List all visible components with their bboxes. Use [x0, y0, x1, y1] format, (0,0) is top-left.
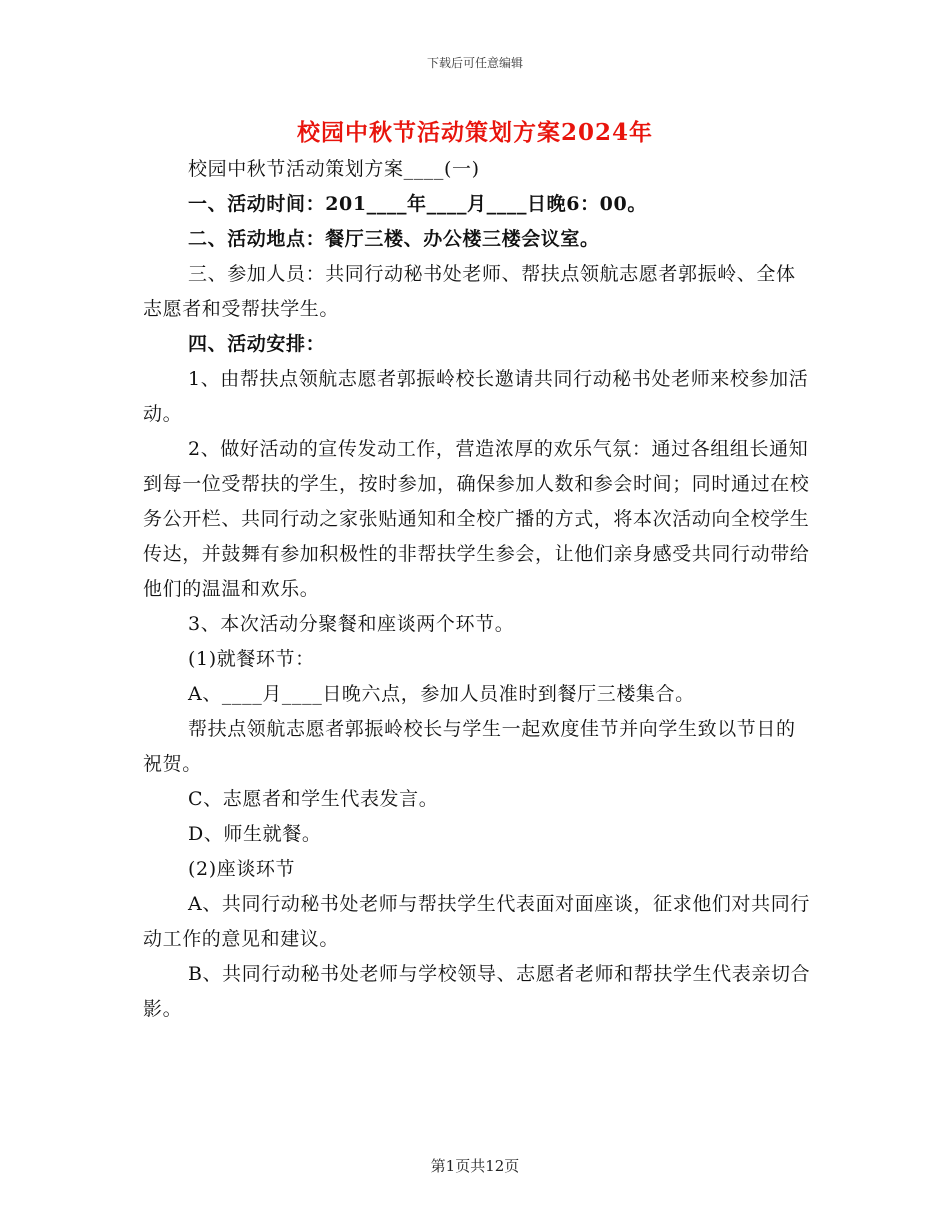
paragraph-forum-a: A、共同行动秘书处老师与帮扶学生代表面对面座谈，征求他们对共同行动工作的意见和建议。 — [143, 893, 810, 950]
document-title: 校园中秋节活动策划方案2024年 — [296, 119, 653, 146]
paragraph-participants: 三、参加人员：共同行动秘书处老师、帮扶点领航志愿者郭振岭、全体志愿者和受帮扶学生。 — [143, 263, 796, 320]
paragraph-forum-b: B、共同行动秘书处老师与学校领导、志愿者老师和帮扶学生代表亲切合影。 — [143, 963, 811, 1020]
paragraph-item-2: 2、做好活动的宣传发动工作，营造浓厚的欢乐气氛：通过各组组长通知到每一位受帮扶的学生，按时参加，确保参加人数和参会时间；同时通过在校务公开栏、共同行动之家张贴通知和全校广播的方式，将本次活动向全校学生传达，并鼓舞有参加积极性的非帮扶学生参会，让他们亲身感受共同行动带给他们的温温和欢乐。 — [143, 438, 810, 600]
page-indicator: 第1页共12页 — [430, 1157, 520, 1175]
paragraph-item-3: 3、本次活动分聚餐和座谈两个环节。 — [188, 613, 515, 635]
paragraph-activity-time: 一、活动时间：201____年____月____日晚6：00。 — [188, 193, 647, 215]
paragraph-dining-a: A、____月____日晚六点，参加人员准时到餐厅三楼集合。 — [188, 683, 695, 705]
paragraph-dining-d: D、师生就餐。 — [188, 823, 322, 845]
paragraph-dining-b: 帮扶点领航志愿者郭振岭校长与学生一起欢度佳节并向学生致以节日的祝贺。 — [143, 718, 796, 775]
paragraph-activity-location: 二、活动地点：餐厅三楼、办公楼三楼会议室。 — [188, 228, 600, 250]
page-header-note: 下载后可任意编辑 — [426, 56, 523, 70]
paragraph-dining-heading: (1)就餐环节： — [188, 648, 315, 670]
paragraph-dining-c: C、志愿者和学生代表发言。 — [188, 788, 439, 810]
paragraph-forum-heading: (2)座谈环节 — [188, 858, 296, 880]
paragraph-item-1: 1、由帮扶点领航志愿者郭振岭校长邀请共同行动秘书处老师来校参加活动。 — [143, 368, 809, 425]
paragraph-intro: 校园中秋节活动策划方案____(一) — [188, 158, 480, 180]
document-body — [143, 152, 815, 1027]
paragraph-arrangement-heading: 四、活动安排： — [188, 333, 326, 355]
